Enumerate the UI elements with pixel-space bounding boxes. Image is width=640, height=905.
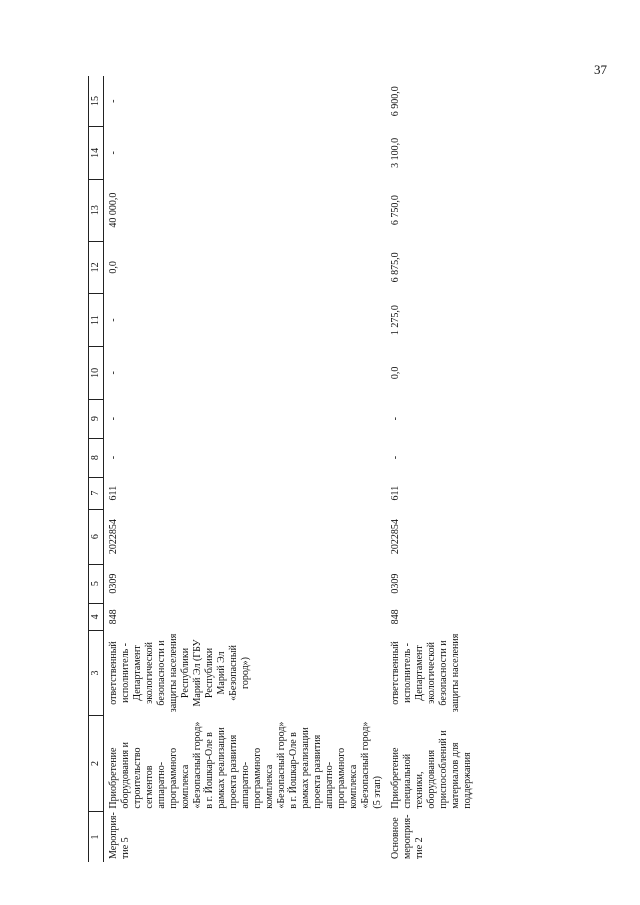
cell-value: -	[108, 318, 119, 322]
header-cell: 1	[89, 812, 104, 862]
cell-value: 40 000,0	[108, 192, 119, 228]
header-cell: 11	[89, 294, 104, 347]
cell-description: Приобретение специальной техники, оборудования приспособлений и материалов для поддержания	[390, 730, 473, 809]
header-cell: 8	[89, 438, 104, 477]
header-row	[89, 76, 104, 862]
cell-value: 6 900,0	[390, 86, 401, 117]
cell-code: 611	[108, 485, 119, 501]
cell-code: 0309	[390, 573, 401, 594]
cell-value: -	[108, 151, 119, 155]
cell-value: 3 100,0	[390, 137, 401, 168]
header-cell: 9	[89, 399, 104, 438]
cell-value: -	[390, 416, 401, 421]
header-cell: 4	[89, 603, 104, 630]
cell-executor: ответственный исполнитель - Департамент экологической безопасности и защиты населения Республики Марий Эл (ГБУ Республики Марий Эл «Безопасный город»)	[108, 633, 251, 713]
header-cell: 3	[89, 631, 104, 716]
cell-description: Приобретение оборудования и строительство сегментов аппаратно-программного комплекса «Безопасный город» в г. Йошкар-Оле в рамках реализации проекта развития аппаратно-программного комплекса «Безопасный город» в г. Йошкар-Оле в рамках реализации проекта развития аппаратно-программного комплекса «Безопасный город» (5 этап)	[108, 721, 383, 809]
cell-value: 0,0	[108, 261, 119, 274]
cell-measure: Мероприя-тие 5	[108, 812, 131, 859]
table-row	[386, 76, 476, 862]
cell-value: 6 875,0	[390, 252, 401, 283]
header-cell: 15	[89, 76, 104, 127]
cell-value: 6 750,0	[390, 195, 401, 226]
cell-value: 1 275,0	[390, 305, 401, 336]
header-cell: 13	[89, 179, 104, 241]
cell-value: -	[390, 455, 401, 460]
cell-value: -	[108, 416, 119, 421]
table-row	[104, 76, 387, 862]
cell-value: -	[108, 455, 119, 460]
header-cell: 14	[89, 127, 104, 180]
cell-executor: ответственный исполнитель - Департамент экологической безопасности и защиты населения	[390, 633, 461, 713]
page-number: 37	[594, 62, 607, 77]
cell-code: 2022854	[390, 519, 401, 555]
cell-value: -	[108, 371, 119, 375]
cell-value: -	[108, 99, 119, 103]
header-cell: 5	[89, 564, 104, 603]
cell-measure: Основное мероприя-тие 2	[390, 814, 425, 859]
cell-code: 848	[390, 609, 401, 625]
cell-code: 848	[108, 609, 119, 625]
cell-value: 0,0	[390, 366, 401, 380]
cell-code: 2022854	[108, 519, 119, 555]
cell-code: 611	[390, 485, 401, 501]
cell-code: 0309	[108, 573, 119, 594]
header-cell: 7	[89, 477, 104, 509]
budget-table	[88, 76, 476, 862]
header-cell: 12	[89, 241, 104, 294]
header-cell: 10	[89, 346, 104, 399]
header-cell: 6	[89, 509, 104, 564]
rotated-table-container	[88, 76, 628, 862]
header-cell: 2	[89, 715, 104, 811]
